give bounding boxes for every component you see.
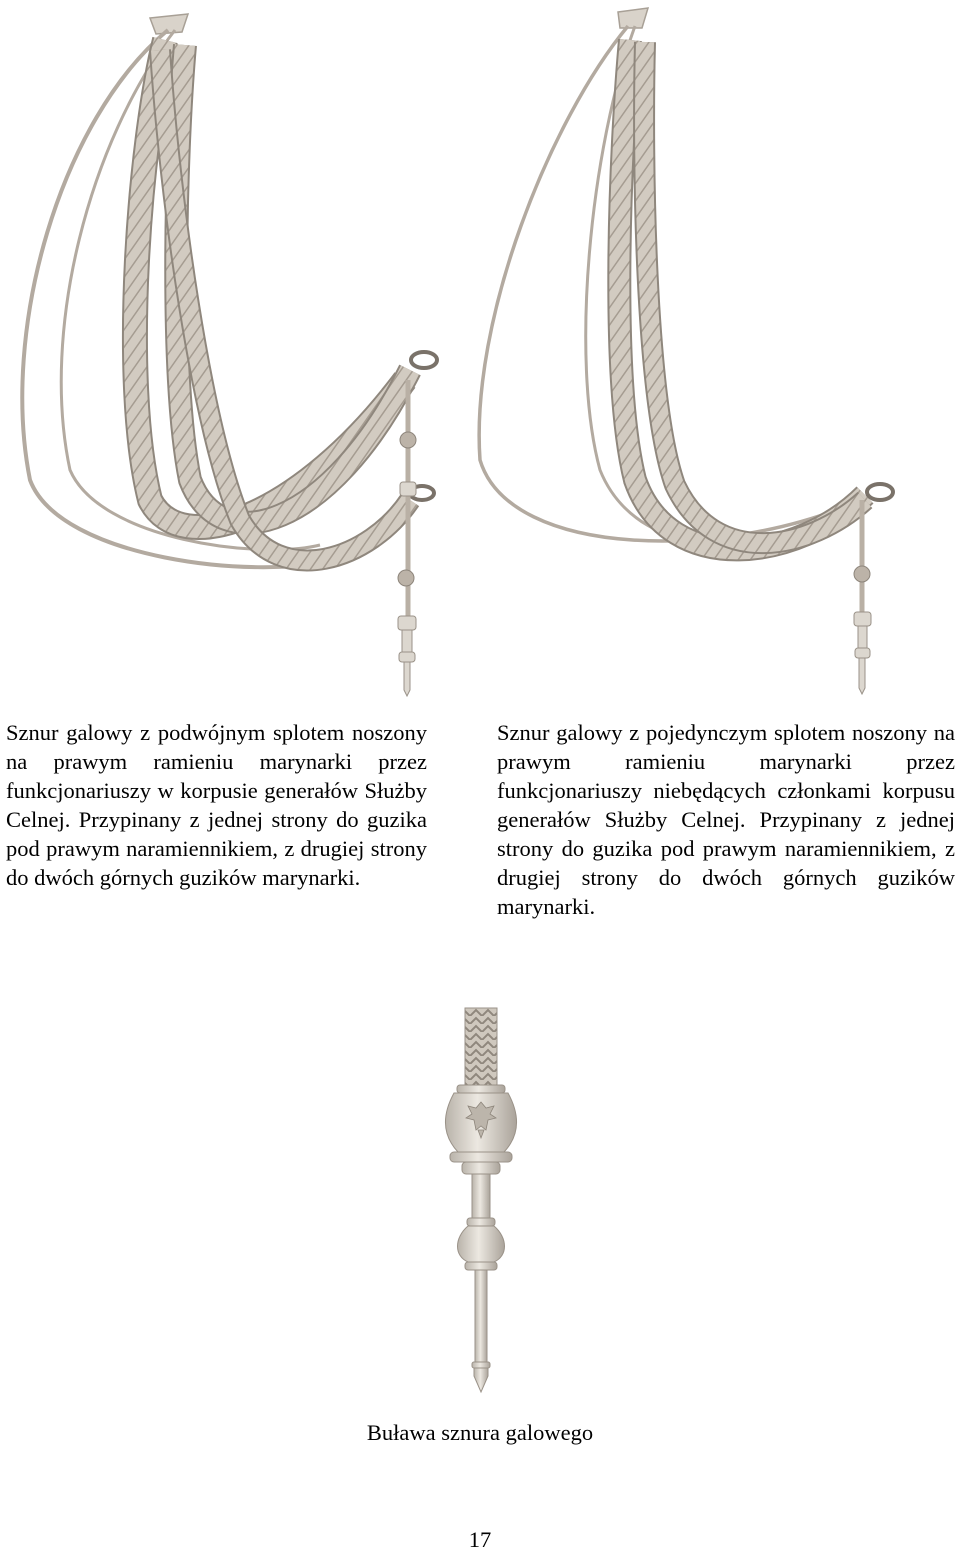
- mace-illustration: [410, 1000, 550, 1400]
- double-cord-caption: Sznur galowy z podwójnym splotem noszony na prawym ramieniu marynarki przez funkcjonariuszy w korpusie generałów Służby Celnej. Przypinany z jednej strony do guzika pod prawym naramiennikiem, z drugiej strony do dwóch górnych guzików marynarki.: [6, 720, 427, 890]
- double-cord-drawing: [0, 0, 480, 705]
- single-cord-caption: Sznur galowy z pojedynczym splotem noszony na prawym ramieniu marynarki przez funkcjonariuszy niebędących członkami korpusu generałów Służby Celnej. Przypinany z jednej strony do guzika pod prawym naramiennikiem, z drugiej strony do dwóch górnych guzików marynarki.: [497, 720, 955, 919]
- double-cord-illustration: [0, 0, 480, 705]
- page-number: 17: [468, 1527, 492, 1552]
- mace-drawing: [410, 1000, 550, 1400]
- single-cord-illustration: [470, 0, 950, 705]
- mace-caption: Buława sznura galowego: [366, 1420, 594, 1445]
- single-cord-drawing: [470, 0, 950, 705]
